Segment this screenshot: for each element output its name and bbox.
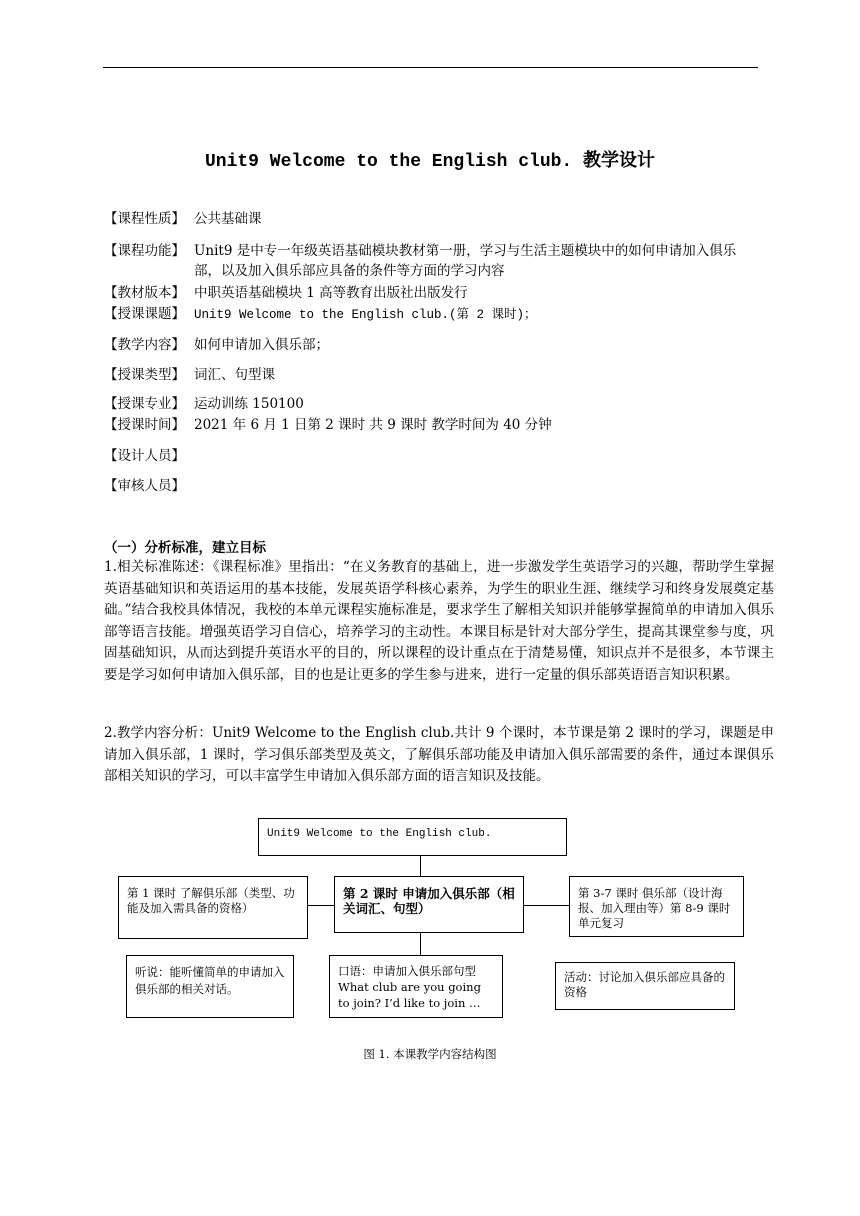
connector-bottom xyxy=(420,933,421,955)
diagram-box-speaking: 口语：申请加入俱乐部句型 What club are you going to join? I’d like to join … xyxy=(329,955,503,1018)
field-designer xyxy=(104,446,194,466)
field-textbook-edition xyxy=(104,283,468,303)
field-value: 运动训练 150100 xyxy=(194,396,304,412)
field-lesson-type xyxy=(104,365,275,385)
field-label: 【授课类型】 xyxy=(104,367,185,383)
connector-left xyxy=(308,905,334,906)
field-lesson-topic xyxy=(104,304,537,325)
connector-top xyxy=(420,856,421,876)
diagram-box-activity: 活动：讨论加入俱乐部应具备的资格 xyxy=(555,962,735,1010)
field-value: 词汇、句型课 xyxy=(194,367,275,383)
field-label: 【授课时间】 xyxy=(104,417,185,433)
diagram-box-unit: Unit9 Welcome to the English club. xyxy=(258,818,567,856)
field-value: 公共基础课 xyxy=(194,211,262,227)
diagram-box-lesson1: 第 1 课时 了解俱乐部（类型、功能及加入需具备的资格） xyxy=(118,876,308,939)
field-label: 【授课专业】 xyxy=(104,396,185,412)
connector-right xyxy=(524,905,569,906)
field-label: 【审核人员】 xyxy=(104,478,185,494)
field-time xyxy=(104,415,552,435)
paragraph-content-analysis: 2.教学内容分析：Unit9 Welcome to the English club.共计 9 个课时，本节课是第 2 课时的学习，课题是申请加入俱乐部，1 课时，学习俱乐部类型及英文，了解俱乐部功能及申请加入俱乐部需要的条件，通过本课俱乐部相关知识的学习，可以丰富学生申请加入俱乐部方面的语言知识及技能。 xyxy=(104,725,774,785)
field-value: Unit9 是中专一年级英语基础模块教材第一册，学习与生活主题模块中的如何申请加入俱乐部，以及加入俱乐部应具备的条件等方面的学习内容 xyxy=(194,243,737,279)
diagram-box-lessons3-9: 第 3-7 课时 俱乐部（设计海报、加入理由等）第 8-9 课时 单元复习 xyxy=(569,876,744,937)
field-major xyxy=(104,394,304,414)
field-course-nature xyxy=(104,209,262,229)
header-rule xyxy=(103,67,758,68)
field-label: 【课程功能】 xyxy=(104,243,185,259)
field-value: Unit9 Welcome to the English club.(第 2 课时)； xyxy=(194,308,537,322)
diagram-box-listening: 听说：能听懂简单的申请加入俱乐部的相关对话。 xyxy=(126,955,294,1018)
field-label: 【教学内容】 xyxy=(104,337,185,353)
field-label: 【设计人员】 xyxy=(104,448,185,464)
document-title: Unit9 Welcome to the English club. 教学设计 xyxy=(204,152,656,172)
field-course-function xyxy=(104,241,754,281)
field-teaching-content xyxy=(104,335,329,355)
field-value: 中职英语基础模块 1 高等教育出版社出版发行 xyxy=(194,285,468,301)
field-label: 【授课课题】 xyxy=(104,306,185,322)
diagram-caption: 图 1. 本课教学内容结构图 xyxy=(363,1047,497,1061)
field-label: 【课程性质】 xyxy=(104,211,185,227)
diagram-box-lesson2: 第 2 课时 申请加入俱乐部（相关词汇、句型） xyxy=(334,876,524,933)
section-heading: （一）分析标准，建立目标 xyxy=(104,540,266,556)
field-value: 2021 年 6 月 1 日第 2 课时 共 9 课时 教学时间为 40 分钟 xyxy=(194,417,552,433)
paragraph-standards: 1.相关标准陈述：《课程标准》里指出：“在义务教育的基础上，进一步激发学生英语学习的兴趣，帮助学生掌握英语基础知识和英语运用的基本技能，发展英语学科核心素养，为学生的职业生涯、继续学习和终身发展奠定基础。”结合我校具体情况，我校的本单元课程实施标准是，要求学生了解相关知识并能够掌握简单的申请加入俱乐部等语言技能。增强英语学习自信心，培养学习的主动性。本课目标是针对大部分学生，提高其课堂参与度，巩固基础知识，从而达到提升英语水平的目的，所以课程的设计重点在于清楚易懂，知识点并不是很多，本节课主要是学习如何申请加入俱乐部，目的也是让更多的学生参与进来，进行一定量的俱乐部英语语言知识积累。 xyxy=(104,559,774,683)
field-value: 如何申请加入俱乐部； xyxy=(194,337,329,353)
field-label: 【教材版本】 xyxy=(104,285,185,301)
field-reviewer xyxy=(104,476,194,496)
